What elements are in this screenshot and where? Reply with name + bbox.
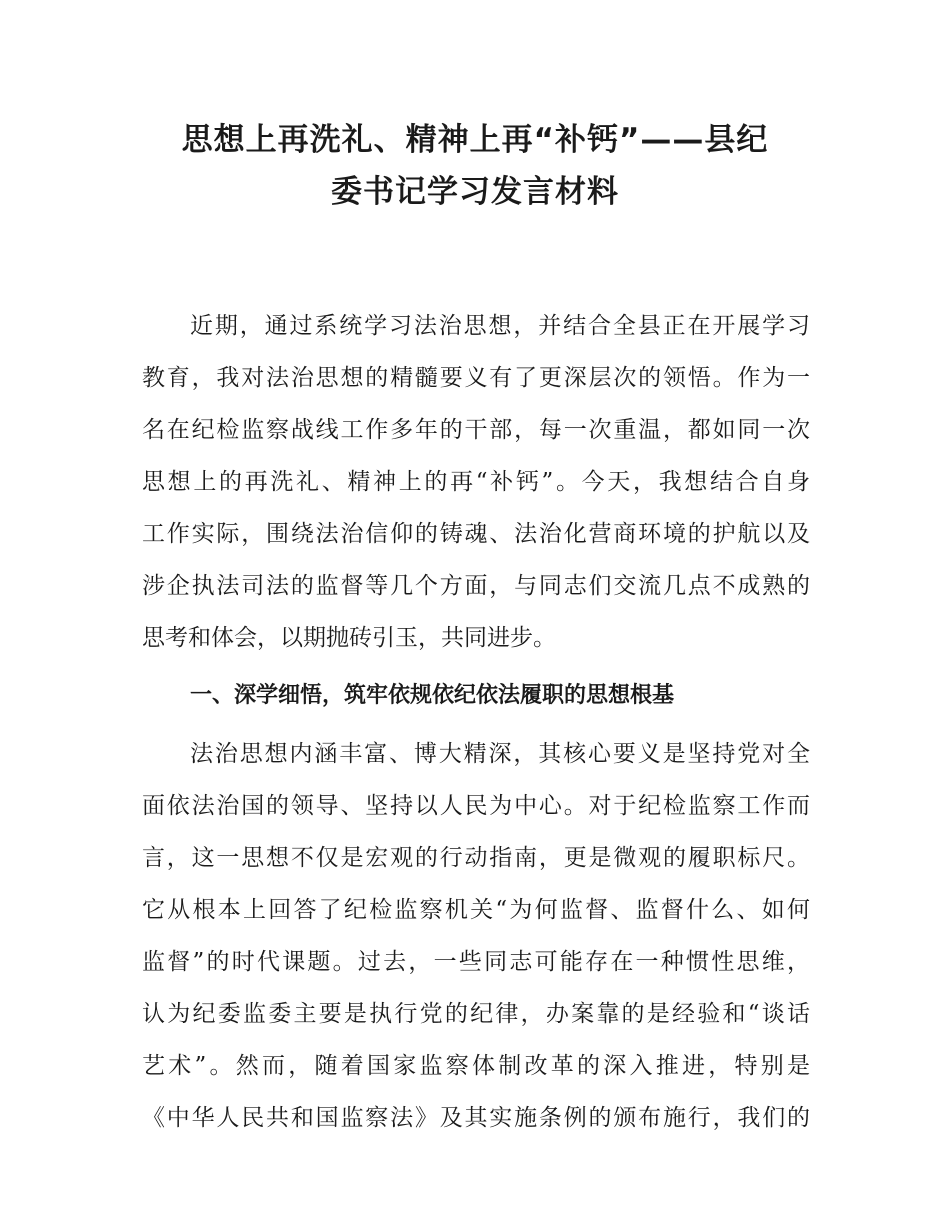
paragraph-line: 它从根本上回答了纪检监察机关“为何监督、监督什么、如何 (142, 897, 810, 923)
title-line-2: 委书记学习发言材料 (331, 174, 619, 210)
paragraph-line: 监督”的时代课题。过去，一些同志可能存在一种惯性思维， (142, 949, 810, 975)
document-title (130, 114, 820, 218)
document-body (142, 300, 810, 1144)
title-line-1: 思想上再洗礼、精神上再“补钙”——县纪 (181, 122, 769, 158)
paragraph-line: 认为纪委监委主要是执行党的纪律，办案靠的是经验和“谈话 (142, 1001, 810, 1027)
paragraph-line: 涉企执法司法的监督等几个方面，与同志们交流几点不成熟的 (142, 573, 810, 599)
section-heading-1: 一、深学细悟，筑牢依规依纪依法履职的思想根基 (190, 683, 675, 708)
intro-paragraph (142, 300, 810, 664)
paragraph-line: 名在纪检监察战线工作多年的干部，每一次重温，都如同一次 (142, 417, 810, 443)
paragraph-line: 近期，通过系统学习法治思想，并结合全县正在开展学习 (190, 313, 810, 339)
paragraph-line: 面依法治国的领导、坚持以人民为中心。对于纪检监察工作而 (142, 793, 810, 819)
section-1-paragraph (142, 728, 810, 1144)
paragraph-line: 思考和体会，以期抛砖引玉，共同进步。 (142, 625, 556, 651)
paragraph-line: 言，这一思想不仅是宏观的行动指南，更是微观的履职标尺。 (142, 845, 810, 871)
paragraph-line: 教育，我对法治思想的精髓要义有了更深层次的领悟。作为一 (142, 365, 810, 391)
paragraph-line: 思想上的再洗礼、精神上的再“补钙”。今天，我想结合自身 (142, 469, 810, 495)
paragraph-line: 《中华人民共和国监察法》及其实施条例的颁布施行，我们的 (142, 1105, 810, 1131)
paragraph-line: 艺术”。然而，随着国家监察体制改革的深入推进，特别是 (142, 1053, 810, 1079)
paragraph-line: 法治思想内涵丰富、博大精深，其核心要义是坚持党对全 (190, 741, 810, 767)
paragraph-line: 工作实际，围绕法治信仰的铸魂、法治化营商环境的护航以及 (142, 521, 810, 547)
